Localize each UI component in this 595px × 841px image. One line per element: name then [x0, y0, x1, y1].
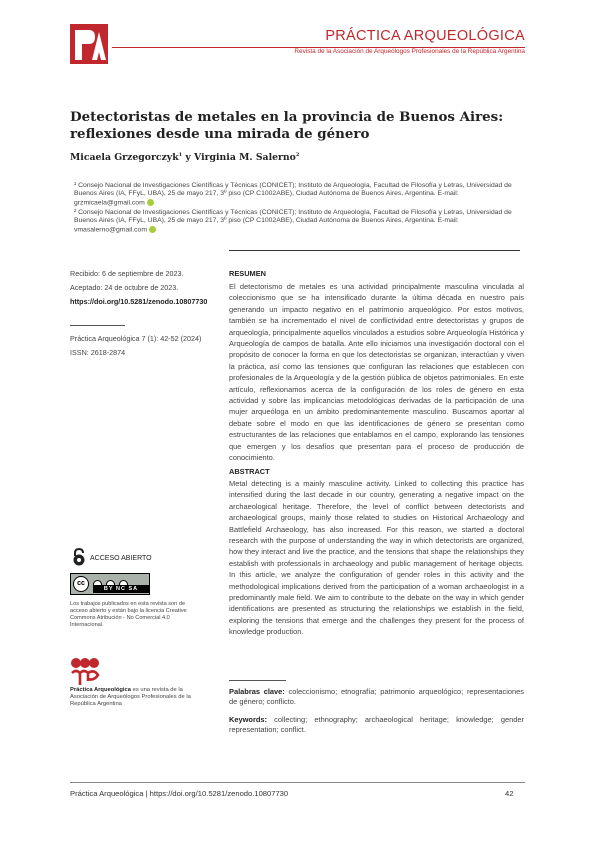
section-divider: [229, 250, 520, 251]
keywords-es-label: Palabras clave:: [229, 687, 285, 696]
orcid-icon[interactable]: [149, 226, 156, 233]
keywords-en-label: Keywords:: [229, 715, 268, 724]
affiliation-2: [74, 209, 525, 234]
abstract-heading: ABSTRACT: [229, 467, 270, 476]
footer-citation: Práctica Arqueológica | https://doi.org/10.5281/zenodo.10807730: [70, 789, 289, 798]
keywords-es: [229, 687, 524, 708]
citation: Práctica Arqueológica 7 (1): 42-52 (2024): [70, 334, 202, 343]
publisher-name: Práctica Arqueológica: [70, 687, 131, 693]
license-text: Los trabajos publicados en esta revista son de acceso abierto y están bajo la licencia Creative Commons Atribución - No Comercial 4.0 Internacional.: [70, 601, 187, 628]
accepted-date: Aceptado: 24 de octubre de 2023.: [70, 283, 179, 292]
received-date: Recibido: 6 de septiembre de 2023.: [70, 269, 184, 278]
keywords-divider: [229, 680, 286, 681]
cc-terms: BY NC SA: [93, 585, 149, 593]
open-access-label: ACCESO ABIERTO: [90, 555, 152, 562]
publisher-note-text: es una revista de la Asociación de Arqueólogos Profesionales de la República Argentina: [70, 687, 191, 708]
resumen-heading: RESUMEN: [229, 269, 266, 278]
page-number: 42: [505, 789, 514, 798]
author-join: y: [182, 152, 195, 164]
abstract-text: Metal detecting is a mainly masculine activity. Linked to collecting this practice has intensified during the last decade in our country, generating a negative impact on the archaeological heritage. Therefore, the level of conflict between detectorists and archaeological groups, mainly those related to studies on Historical Archaeology and Battlefield Archaeology, has also increased. For this reason, we started a doctoral research with the purpose of understanding the way in which detectorists are organized, how they interact and live the practice, and the tensions that shape the relationships they establish with professionals in archaeology and public management of heritage objects. In this article, we analyze the configuration of gender roles in this activity and the methodological implications derived from the participation of a woman archaeologist in a predominantly male field. We aim to contribute to the debate on the way in which gender identifications are presented as structuring the relationships we establish in the field, exploring the tensions that emerge and the challenges they present for the process of knowledge production.: [229, 479, 524, 637]
resumen-text: El detectorismo de metales es una actividad principalmente masculina vinculada al coleccionismo que se ha intensificado durante la última década en nuestro país generando un impacto negativo en el patrimonio arqueológico. Por estos motivos, también se ha incrementado el nivel de conflictividad entre detectoristas y grupos de arqueología, principalmente aquellos vinculados a estudios sobre Arqueología Histórica y Arqueología de campos de batalla. Ante ello iniciamos una investigación doctoral con el propósito de conocer la forma en que los detectoristas se organizan, interactúan y viven la práctica, así como las tensiones que configuran las relaciones que establecen con profesionales de la Arqueología y de la gestión pública de objetos patrimoniales. En este artículo, reflexionamos acerca de la configuración de los roles de género en esta actividad y sobre las implicancias metodológicas derivadas de la participación de una mujer arqueóloga en un ámbito predominantemente masculino. Buscamos aportar al debate sobre el modo en que las identificaciones de género se presentan como estructurantes de las relaciones que entablamos en el campo, explorando las tensiones que emergen y los desafíos que presentan para el proceso de producción de conocimiento.: [229, 282, 524, 463]
issn: ISSN: 2618-2874: [70, 348, 126, 357]
author-line: [70, 152, 299, 163]
keywords-es-text: coleccionismo; etnografía; patrimonio arqueológico; representaciones de género; conflicto.: [229, 687, 525, 707]
affiliation-1: [74, 182, 525, 207]
journal-name: PRÁCTICA ARQUEOLÓGICA: [325, 28, 525, 44]
author-1-sup: 1: [178, 152, 183, 158]
author-1: Micaela Grzegorczyk: [70, 152, 179, 164]
article-title: Detectoristas de metales en la provincia de Buenos Aires: reflexiones desde una mirada de género: [70, 109, 504, 142]
cc-license-badge[interactable]: [70, 573, 150, 595]
keywords-en-text: collecting; ethnography; archaeological heritage; knowledge; gender representation; conflict.: [229, 715, 524, 735]
keywords-en: [229, 715, 524, 736]
doi-link[interactable]: https://doi.org/10.5281/zenodo.10807730: [70, 297, 208, 306]
journal-subtitle: Revista de la Asociación de Arqueólogos Profesionales de la República Argentina: [294, 48, 525, 55]
left-divider: [70, 325, 125, 326]
publisher-note: [70, 687, 210, 709]
association-logo: [70, 657, 100, 687]
open-access-lock-icon: [72, 548, 86, 566]
cc-icon: cc: [73, 576, 89, 592]
author-2: Virginia M. Salerno: [194, 152, 296, 164]
footer-divider: [70, 782, 525, 783]
affiliation-1-text: ¹ Consejo Nacional de Investigaciones Científicas y Técnicas (CONICET); Instituto de Arqueología, Facultad de Filosofía y Letras, Universidad de Buenos Aires (IA, FFyL, UBA), 25 de mayo 217, 3º piso (CP C1002ABE), Ciudad Autónoma de Buenos Aires, Argentina. E-mail: grzmicaela@gmail.com: [74, 182, 512, 206]
journal-logo-pa: [70, 24, 108, 64]
affiliation-2-text: ² Consejo Nacional de Investigaciones Científicas y Técnicas (CONICET); Instituto de Arqueología, Facultad de Filosofía y Letras, Universidad de Buenos Aires (IA, FFyL, UBA), 25 de mayo 217, 3º piso (CP C1002ABE), Ciudad Autónoma de Buenos Aires, Argentina. E-mail: vmasalerno@gmail.com: [74, 209, 512, 233]
orcid-icon[interactable]: [147, 199, 154, 206]
author-2-sup: 2: [295, 152, 300, 158]
